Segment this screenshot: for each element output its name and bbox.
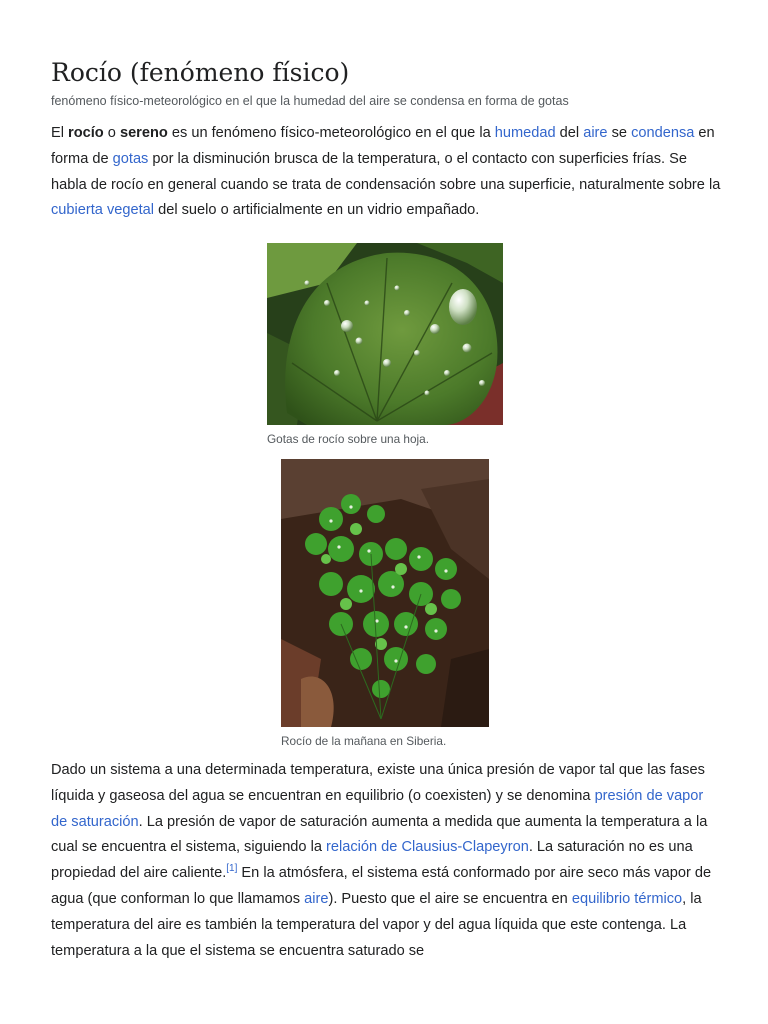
link-presion-de-vapor[interactable]: presión de vapor de saturación	[51, 787, 704, 830]
text-run: se	[607, 125, 632, 141]
text-run: del suelo o artificialmente en un vidrio empañado.	[154, 202, 480, 219]
text-run: El	[51, 125, 69, 141]
link-cubierta-vegetal[interactable]: cubierta vegetal	[51, 202, 155, 219]
text-run: , la temperatura del aire es también la temperatura del vapor y del agua líquida que este contenga. La temperatura a la que el sistema se encuentra saturado se	[51, 890, 702, 959]
text-run: Dado un sistema a una determinada temperatura, existe una única presión de vapor tal que las fases líquida y gaseosa del agua se encuentran en equilibrio (o coexisten) y se denomina	[51, 762, 705, 804]
link-aire[interactable]: aire	[583, 125, 608, 141]
siberia-dew-image[interactable]	[281, 459, 489, 727]
link-humedad[interactable]: humedad	[494, 125, 556, 141]
text-run: en forma de	[51, 125, 715, 167]
link-condensa[interactable]: condensa	[631, 125, 695, 141]
text-run: es un fenómeno físico-meteorológico en el que la	[167, 125, 495, 141]
text-run: . La saturación no es una propiedad del aire caliente.	[51, 839, 693, 882]
text-run: En la atmósfera, el sistema está conformado por aire seco más vapor de agua (que conforman lo que llamamos	[51, 865, 712, 907]
text-run: ). Puesto que el aire se encuentra en	[328, 890, 572, 907]
text-run: del	[555, 125, 584, 141]
figure-caption: Gotas de rocío sobre una hoja.	[267, 432, 429, 446]
figure-siberia-dew	[281, 459, 489, 749]
leaf-dew-image[interactable]	[267, 243, 503, 425]
text-run: por la disminución brusca de la temperatura, o el contacto con superficies frías. Se habla de rocío en general cuando se trata de condensación sobre una superficie, naturalmente sobre la	[51, 150, 721, 193]
page-title: Rocío (fenómeno físico)	[51, 58, 350, 87]
bold-term-rocio: rocío	[68, 125, 104, 141]
intro-paragraph	[51, 121, 721, 224]
link-clausius-clapeyron[interactable]: relación de Clausius-Clapeyron	[326, 839, 529, 856]
text-run: o	[103, 125, 120, 141]
text-run: . La presión de vapor de saturación aumenta a medida que aumenta la temperatura a la cual se encuentra el sistema, siguiendo la	[51, 813, 708, 856]
link-aire-2[interactable]: aire	[304, 890, 329, 907]
body-paragraph	[51, 758, 721, 964]
bold-term-sereno: sereno	[119, 125, 168, 141]
figure-leaf-dew	[267, 243, 503, 447]
link-gotas[interactable]: gotas	[112, 150, 149, 167]
reference-link[interactable]: [1]	[226, 863, 238, 875]
figure-caption: Rocío de la mañana en Siberia.	[281, 734, 447, 748]
link-equilibrio-termico[interactable]: equilibrio térmico	[571, 890, 683, 907]
page-subtitle: fenómeno físico-meteorológico en el que la humedad del aire se condensa en forma de gotas	[51, 94, 569, 108]
